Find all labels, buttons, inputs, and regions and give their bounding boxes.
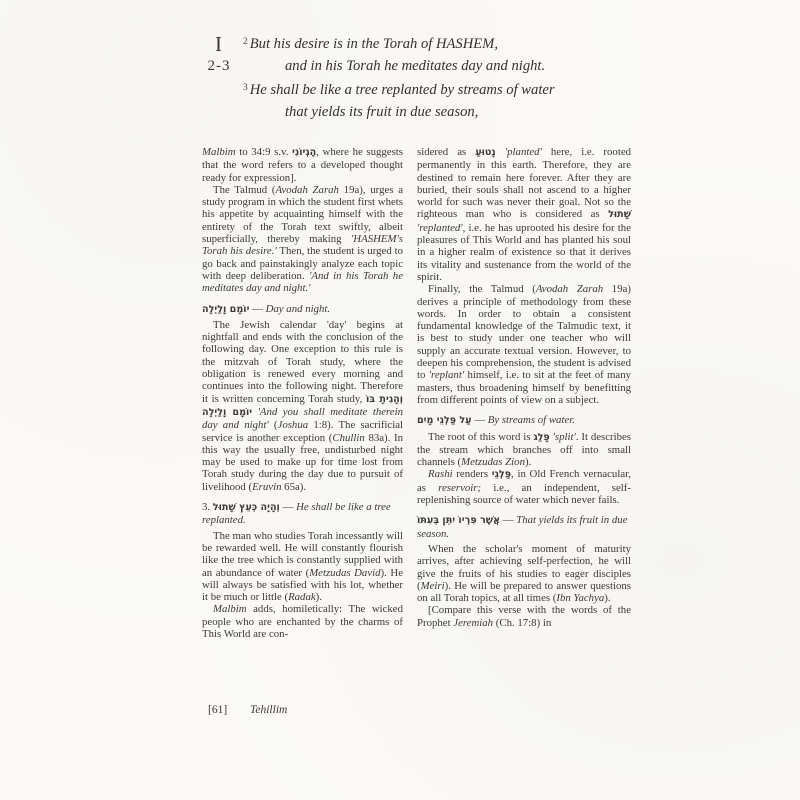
- verse-line: [243, 55, 635, 77]
- verse-line: [243, 77, 635, 101]
- verse-line: [243, 101, 635, 123]
- chapter-header: [196, 33, 242, 77]
- hebrew-phrase: פַּלְגֵי: [491, 469, 512, 481]
- commentary-right-column: [417, 146, 631, 629]
- verse-number: 2: [243, 37, 248, 47]
- paragraph: sidered as נָטוּעַ 'planted' here, i.e. rooted permanently in this earth. Therefore, they are destined to remain here forever. After they are buried, their souls shall not ascend to a higher world for such was never their goal. Not so the righteous man who is considered as שָׁתוּל 'replanted', i.e. he has uprooted his desire for the pleasures of This World and has planted his soul in a higher realm of existence so that it derives its vitality and sustenance from the world of the spirit.: [417, 146, 632, 283]
- paragraph: Rashi renders פַּלְגֵי, in Old French vernacular, as reservoir; i.e., an independent, self-replenishing source of water which never fails.: [417, 468, 631, 507]
- verse-line: [243, 31, 635, 55]
- verse-line-text: that yields its fruit in due season,: [285, 104, 479, 120]
- verse-line-text: and in his Torah he meditates day and night.: [285, 58, 546, 74]
- hebrew-phrase: שָׁתוּל: [608, 209, 631, 221]
- paragraph: Malbim adds, homiletically: The wicked people who are enchanted by the charms of This World are con-: [202, 603, 403, 640]
- verse-line-text: But his desire is in the Torah of HASHEM,: [249, 36, 498, 52]
- hebrew-phrase: עַל פַּלְגֵי מָיִם: [417, 415, 472, 427]
- book-title: Tehillim: [250, 704, 288, 716]
- section-heading: עַל פַּלְגֵי מָיִם — By streams of water.: [417, 414, 575, 427]
- page-footer: [208, 704, 287, 716]
- hebrew-phrase: פָּלַג: [533, 431, 550, 443]
- verse-number: 3: [243, 83, 248, 93]
- paragraph: The Talmud (Avodah Zarah 19a), urges a study program in which the student first whets his appetite by acquainting himself with the entirety of the Torah text swiftly, albeit superficially, thereby making 'HASHEM's Torah his desire.' Then, the student is urged to go back and painstakingly analyze each topic with deep deliberation. 'And in his Torah he meditates day and night.': [202, 183, 403, 295]
- paragraph: The Jewish calendar 'day' begins at nightfall and ends with the conclusion of the following day. One exception to this rule is the mitzvah of Torah study, where the obligation is renewed every morning and continues into the following night. Therefore it is written concerning Torah study, וְהָגִיתָ בּוֹ יוֹמָם וָלַיְלָה 'And you shall meditate therein day and night' (Joshua 1:8). The sacrificial service is another exception (Chullin 83a). In this way the usually free, undisturbed night may be used to make up for time lost from Torah study during the day due to pursuit of livelihood (Eruvin 65a).: [202, 318, 404, 493]
- hebrew-phrase: נָטוּעַ: [475, 147, 496, 158]
- paragraph: The man who studies Torah incessantly will be rewarded well. He will constantly flourish like the tree which is constantly supplied with an abundance of water (Metzudas David). He will always be satisfied with his lot, whether it be much or little (Radak).: [202, 529, 403, 604]
- paragraph: The root of this word is פָּלַג 'split'. It describes the stream which branches off into small channels (Metzudas Zion).: [417, 430, 631, 469]
- hebrew-phrase: וְהָיָה כְּעֵץ שָׁתוּל: [212, 502, 280, 514]
- hebrew-phrase: יוֹמָם וָלַיְלָה: [202, 303, 250, 315]
- verse-range: 2-3: [207, 58, 231, 74]
- paragraph: Finally, the Talmud (Avodah Zarah 19a) derives a principle of methodology from these words. In order to obtain a consistent fundamental knowledge of the Talmudic text, it is best to study under one teacher who will supply an accurate textual version. However, to deepen his comprehension, the student is advised to 'replant' himself, i.e. to sit at the feet of many masters, thus broadening himself by benefitting from different points of view on a subject.: [417, 283, 631, 406]
- section-heading: יוֹמָם וָלַיְלָה — Day and night.: [202, 302, 331, 315]
- verse-line-text: He shall be like a tree replanted by streams of water: [249, 82, 555, 98]
- commentary-left-column: [202, 146, 403, 640]
- chapter-numeral: I: [215, 32, 223, 56]
- paragraph: When the scholar's moment of maturity arrives, after achieving self-perfection, he will give the fruits of his studies to eager disciples (Meiri). He will be prepared to answer questions on all Torah topics, at all times (Ibn Yachya).: [417, 542, 631, 605]
- section-heading: אֲשֶׁר פִּרְיוֹ יִתֵּן בְּעִתּוֹ — That yields its fruit in due season.: [417, 514, 628, 540]
- hebrew-phrase: אֲשֶׁר פִּרְיוֹ יִתֵּן בְּעִתּוֹ: [417, 515, 501, 527]
- page-number: [61]: [208, 704, 228, 716]
- hebrew-phrase: וְהָגִיתָ בּוֹ יוֹמָם וָלַיְלָה: [202, 393, 403, 418]
- section-heading: 3. וְהָיָה כְּעֵץ שָׁתוּל — He shall be like a tree replanted.: [202, 501, 391, 527]
- paragraph: [Compare this verse with the words of the Prophet Jeremiah (Ch. 17:8) in: [417, 604, 631, 629]
- hebrew-phrase: הֶגְיוֹנִי: [292, 147, 317, 158]
- verse-text-block: [243, 31, 635, 123]
- paragraph: Malbim to 34:9 s.v. הֶגְיוֹנִי, where he suggests that the word refers to a developed thought ready for expression].: [202, 146, 403, 184]
